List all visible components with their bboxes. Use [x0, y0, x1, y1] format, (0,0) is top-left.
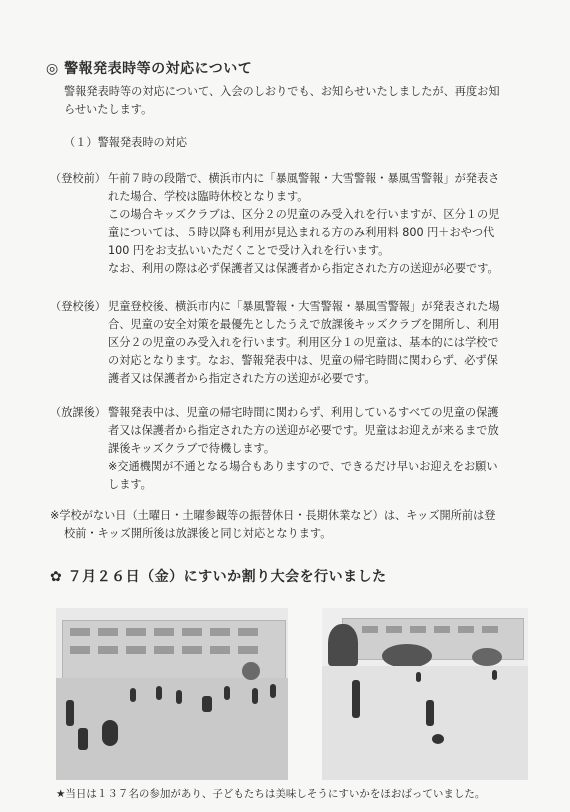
after-arrival-line: 区分２の児童のみ受入れを行います。利用区分１の児童は、基本的には学校で	[108, 336, 499, 349]
before-school-line: 童については、５時以降も利用が見込まれる方のみ利用料 800 円＋おやつ代	[108, 226, 495, 239]
building-window	[126, 628, 146, 636]
child-figure	[432, 734, 444, 744]
before-school-line: なお、利用の際は必ず保護者又は保護者から指定された方の送迎が必要です。	[108, 262, 499, 275]
after-school-line: ※交通機関が不通となる場合もありますので、できるだけ早いお迎えをお願い	[108, 460, 498, 473]
building-window	[238, 646, 258, 654]
building-window	[70, 628, 90, 636]
before-school-line: 午前７時の段階で、横浜市内に「暴風警報・大雪警報・暴風雪警報」が発表さ	[108, 172, 500, 185]
building-window	[182, 628, 202, 636]
building-window	[482, 626, 498, 633]
building-window	[362, 626, 378, 633]
building-window	[410, 626, 426, 633]
building-window	[70, 646, 90, 654]
before-school-line: この場合キッズクラブは、区分２の児童のみ受入れを行いますが、区分１の児	[108, 208, 500, 221]
child-figure	[224, 686, 230, 700]
child-figure	[156, 686, 162, 700]
child-figure	[130, 688, 136, 702]
before-school-line: 100 円をお支払いいただくことで受け入れを行います。	[108, 244, 390, 257]
section-title-watermelon: ✿ ７月２６日（金）にすいか割り大会を行いました	[50, 569, 387, 585]
section-title-warnings: ◎ 警報発表時等の対応について	[46, 61, 253, 77]
building-window	[154, 628, 174, 636]
event-photo-schoolyard	[56, 608, 288, 780]
note-line: 校前・キッズ開所後は放課後と同じ対応となります。	[64, 527, 332, 540]
child-figure	[176, 690, 182, 704]
after-arrival-line: 児童登校後、横浜市内に「暴風警報・大雪警報・暴風雪警報」が発表された場	[108, 300, 500, 313]
tree	[382, 644, 432, 668]
after-school-line: 課後キッズクラブで待機します。	[108, 442, 276, 455]
after-arrival-line: 合、児童の安全対策を最優先としたうえで放課後キッズクラブを開所し、利用	[108, 318, 500, 331]
tree	[328, 624, 358, 666]
child-figure	[78, 728, 88, 750]
child-figure	[102, 720, 118, 746]
child-figure	[416, 672, 421, 682]
after-arrival-line: の対応となります。なお、警報発表中は、児童の帰宅時間に関わらず、必ず保	[108, 354, 498, 367]
after-school-line: します。	[108, 478, 152, 491]
after-school-line: 者又は保護者から指定された方の送迎が必要です。児童はお迎えが来るまで放	[108, 424, 499, 437]
building-window	[434, 626, 450, 633]
photo-caption: ★当日は１３７名の参加があり、子どもたちは美味しそうにすいかをほおばっていました。	[56, 788, 486, 800]
child-figure	[252, 688, 258, 704]
building-window	[210, 646, 230, 654]
tree	[472, 648, 502, 666]
before-school-line: れた場合、学校は臨時休校となります。	[108, 190, 309, 203]
child-figure	[202, 696, 212, 712]
intro-line: 警報発表時等の対応について、入会のしおりでも、お知らせいたしましたが、再度お知	[64, 85, 500, 98]
note-line: ※学校がない日（土曜日・土曜参観等の振替休日・長期休業など）は、キッズ開所前は登	[50, 509, 496, 522]
child-figure	[426, 700, 434, 726]
building-window	[98, 646, 118, 654]
building-window	[210, 628, 230, 636]
intro-line: らせいたします。	[64, 103, 153, 116]
building-window	[154, 646, 174, 654]
building-window	[182, 646, 202, 654]
after-school-line: 警報発表中は、児童の帰宅時間に関わらず、利用しているすべての児童の保護	[108, 406, 499, 419]
child-figure	[270, 684, 276, 698]
building-window	[126, 646, 146, 654]
building-window	[238, 628, 258, 636]
after-arrival-label: （登校後）	[50, 300, 106, 313]
child-figure	[66, 700, 74, 726]
tree	[242, 662, 260, 680]
child-figure	[352, 680, 360, 718]
after-arrival-line: 護者又は保護者から指定された方の送迎が必要です。	[108, 372, 376, 385]
building-window	[458, 626, 474, 633]
child-figure	[492, 670, 497, 680]
sub-heading: （１）警報発表時の対応	[64, 136, 188, 149]
building-window	[98, 628, 118, 636]
after-school-label: （放課後）	[50, 406, 106, 419]
building-window	[386, 626, 402, 633]
before-school-label: （登校前）	[50, 172, 106, 185]
event-photo-watermelon-game	[322, 608, 528, 780]
